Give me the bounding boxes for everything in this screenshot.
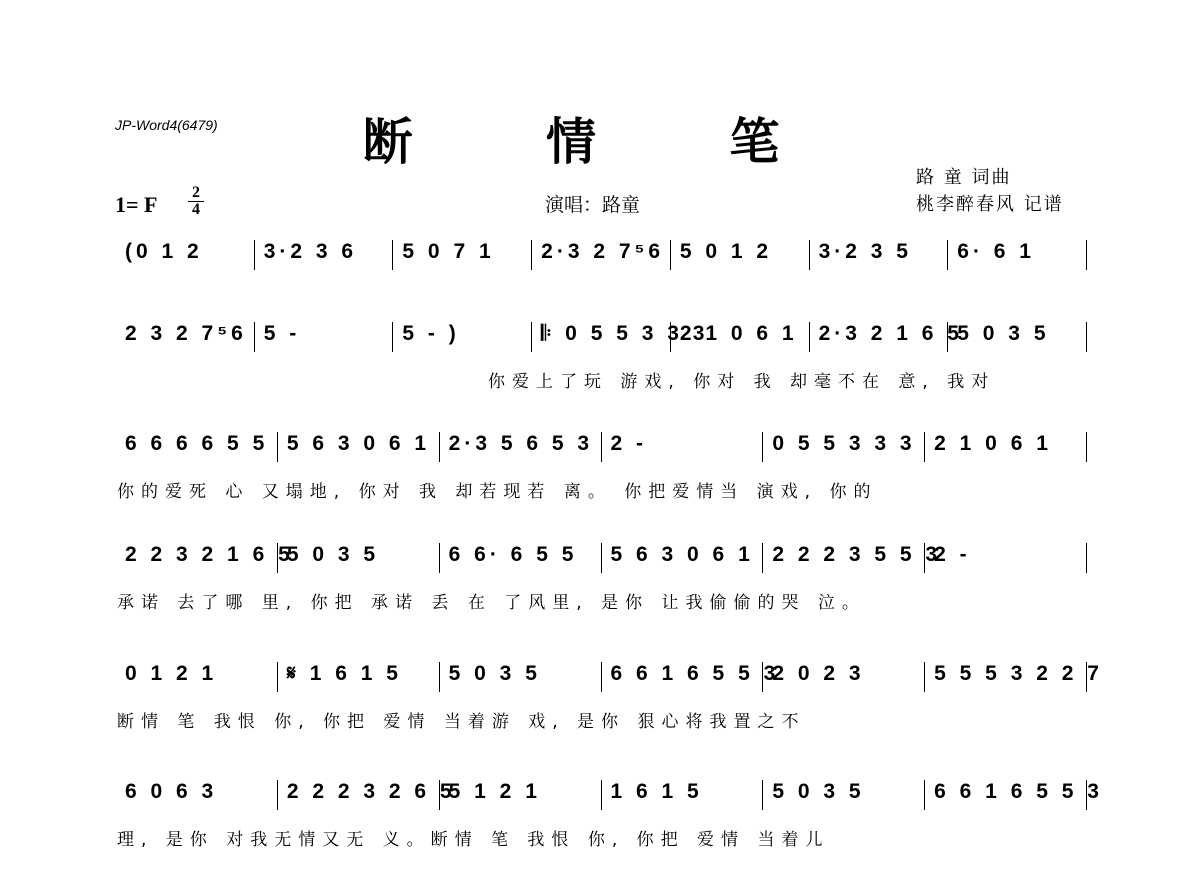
measure: 5 1 2 1 — [448, 780, 541, 803]
measure: 5 0 3 5 — [448, 662, 541, 685]
software-version: JP-Word4(6479) — [115, 117, 218, 133]
barline — [924, 780, 925, 810]
measure: 𝄋 1 6 1 5 — [286, 662, 402, 685]
measure: 5 - — [263, 322, 301, 345]
transcriber-credit: 桃李醉春风 记谱 — [916, 194, 1064, 215]
measure: 2 - — [610, 432, 648, 455]
meter-bottom: 4 — [192, 201, 200, 218]
barline — [924, 543, 925, 573]
barline — [439, 780, 440, 810]
barline — [809, 322, 810, 352]
lyric-line: 断情 笔 我恨 你, 你把 爱情 当着游 戏, 是你 狠心将我置之不 — [117, 712, 806, 732]
barline — [947, 240, 948, 270]
measure: 5 6 3 0 6 1 — [286, 432, 431, 455]
measure: 6 6· 6 5 5 — [448, 543, 578, 566]
barline — [1086, 543, 1087, 573]
barline — [601, 543, 602, 573]
measure: 2 2 2 3 5 5 3 — [772, 543, 942, 566]
barline — [947, 322, 948, 352]
measure: 2 0 2 3 — [772, 662, 865, 685]
barline — [762, 432, 763, 462]
barline — [531, 240, 532, 270]
barline — [1086, 322, 1087, 352]
score-row — [0, 662, 1200, 772]
score-row — [0, 543, 1200, 653]
measure: 1 6 1 5 — [610, 780, 703, 803]
measure: 5 0 7 1 — [402, 240, 495, 263]
measure: 2 1 0 6 1 — [679, 322, 798, 345]
barline — [1086, 662, 1087, 692]
lyricist-credit: 路 童 词曲 — [916, 167, 1012, 188]
measure: 2·3 2 1 6 5 — [818, 322, 963, 345]
barline — [1086, 780, 1087, 810]
barline — [439, 543, 440, 573]
time-signature — [186, 186, 206, 217]
barline — [439, 432, 440, 462]
score-row — [0, 432, 1200, 542]
measure: 5 0 3 5 — [957, 322, 1050, 345]
lyric-line: 承诺 去了哪 里, 你把 承诺 丢 在 了风里, 是你 让我偷偷的哭 泣。 — [117, 593, 866, 613]
barline — [670, 240, 671, 270]
barline — [1086, 432, 1087, 462]
measure: 5 0 3 5 — [286, 543, 380, 566]
measure: 2·3 5 6 5 3 — [448, 432, 594, 455]
measure: 𝄆 0 5 5 3 3 3 — [541, 322, 709, 345]
measure: 6· 6 1 — [957, 240, 1035, 263]
barline — [670, 322, 671, 352]
singer-credit: 演唱：路童 — [545, 194, 641, 216]
measure: 5 6 3 0 6 1 — [610, 543, 754, 566]
song-title: 断 情 笔 — [362, 112, 838, 171]
measure: 6 0 6 3 — [125, 780, 218, 803]
key-signature: 1= F — [115, 192, 158, 217]
barline — [1086, 240, 1087, 270]
barline — [601, 780, 602, 810]
measure: 3·2 3 6 — [263, 240, 358, 263]
barline — [924, 432, 925, 462]
barline — [439, 662, 440, 692]
barline — [762, 543, 763, 573]
lyric-line: 理, 是你 对我无情又无 义。断情 笔 我恨 你, 你把 爱情 当着儿 — [117, 830, 830, 850]
measure: 2 3 2 7⁵6 — [125, 322, 247, 345]
barline — [531, 322, 532, 352]
barline — [277, 543, 278, 573]
measure: 5 0 3 5 — [772, 780, 865, 803]
barline — [392, 322, 393, 352]
barline — [601, 432, 602, 462]
measure: 2 2 3 2 1 6 5 — [125, 543, 294, 566]
measure: 2 1 0 6 1 — [934, 432, 1052, 455]
barline — [277, 662, 278, 692]
measure: 5 5 5 3 2 2 7 — [934, 662, 1103, 685]
measure: 6 6 6 6 5 5 — [125, 432, 269, 455]
barline — [601, 662, 602, 692]
barline — [924, 662, 925, 692]
barline — [277, 432, 278, 462]
measure: 6 6 1 6 5 5 3 — [610, 662, 780, 685]
measure: 6 6 1 6 5 5 3 — [934, 780, 1103, 803]
score-row — [0, 780, 1200, 890]
measure: 5 - ) — [402, 322, 460, 345]
barline — [809, 240, 810, 270]
meter-top: 2 — [192, 184, 200, 201]
measure: 0 5 5 3 3 3 — [772, 432, 916, 455]
barline — [277, 780, 278, 810]
measure: 2 2 2 3 2 6 5 — [286, 780, 456, 803]
barline — [254, 240, 255, 270]
measure: 3·2 3 5 — [818, 240, 912, 263]
lyric-line: 你的爱死 心 又塌地, 你对 我 却若现若 离。 你把爱情当 演戏, 你的 — [117, 482, 878, 502]
score-row — [0, 322, 1200, 432]
measure: 5 0 1 2 — [679, 240, 773, 263]
barline — [762, 780, 763, 810]
barline — [762, 662, 763, 692]
measure: 2 - — [934, 543, 971, 566]
barline — [254, 322, 255, 352]
barline — [392, 240, 393, 270]
measure: (0 1 2 — [125, 240, 203, 263]
measure: 0 1 2 1 — [125, 662, 218, 685]
measure: 2·3 2 7⁵6 — [541, 240, 665, 263]
lyric-line: 你爱上了玩 游戏, 你对 我 却毫不在 意, 我对 — [488, 372, 996, 392]
